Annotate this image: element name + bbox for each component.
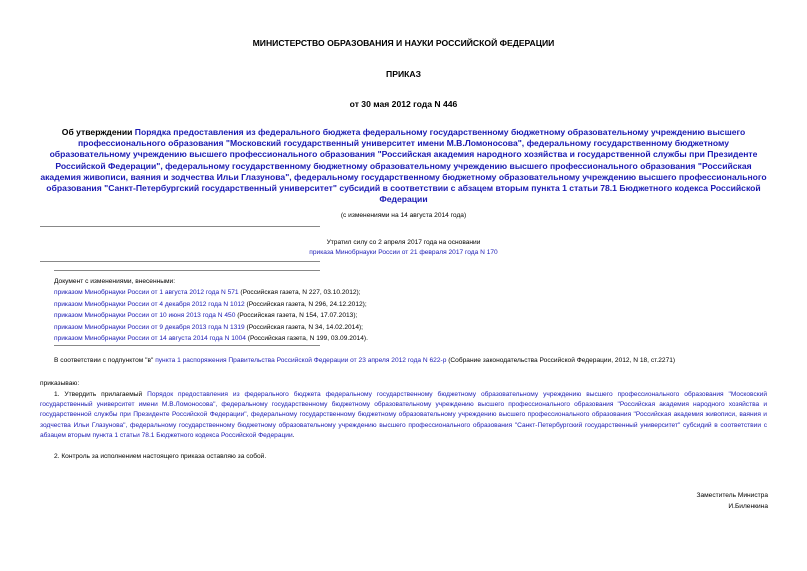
amendments-list — [54, 276, 474, 344]
document-type: ПРИКАЗ — [386, 69, 421, 79]
amendment-link[interactable]: приказом Минобрнауки России от 4 декабря 2012 года N 1012 — [54, 300, 245, 308]
basis-link[interactable]: пункта 1 распоряжения Правительства Российской Федерации от 23 апреля 2012 года N 622-р — [155, 357, 447, 364]
amendment-note: (с изменениями на 14 августа 2014 года) — [340, 212, 467, 219]
procedure-link[interactable]: Порядок предоставления из федерального бюджета федеральному государственному бюджетному образовательному учреждению высшего профессионального образования "Московский государственный университет имени М.В.Ломоносова", федеральному государственному бюджетному образовательному учреждению высшего профессионального образования "Российская академия народного хозяйства и государственной службы при Президенте Российской Федерации", федеральному государственному бюджетному образовательному учреждению высшего профессионального образования "Российская академия живописи, ваяния и зодчества Ильи Глазунова", федеральному государственному бюджетному образовательному учреждению высшего профессионального образования "Санкт-Петербургский государственный университет" субсидий в соответствии с абзацем вторым пункта 1 статьи 78.1 Бюджетного кодекса Российской Федерации — [40, 391, 767, 439]
divider — [40, 226, 320, 227]
document-date-number: от 30 мая 2012 года N 446 — [349, 99, 458, 109]
clause-2: 2. Контроль за исполнением настоящего приказа оставляю за собой. — [54, 453, 267, 460]
amendment-link[interactable]: приказом Минобрнауки России от 9 декабря 2013 года N 1319 — [54, 323, 245, 331]
list-item: приказом Минобрнауки России от 10 июня 2013 года N 450 (Российская газета, N 154, 17.07.2013); — [54, 312, 358, 320]
lost-force-text: Утратил силу со 2 апреля 2017 года на основании — [326, 239, 481, 246]
divider — [54, 270, 320, 271]
orders-word: приказываю: — [40, 380, 80, 387]
title-prefix: Об утверждении — [61, 127, 135, 137]
amendment-link[interactable]: приказом Минобрнауки России от 10 июня 2013 года N 450 — [54, 312, 236, 320]
signatory-name: И.Биленкина — [728, 503, 768, 510]
amendment-link[interactable]: приказом Минобрнауки России от 14 августа 2014 года N 1004 — [54, 335, 246, 343]
list-item: приказом Минобрнауки России от 4 декабря 2012 года N 1012 (Российская газета, N 296, 24.12.2012); — [54, 300, 367, 308]
list-item: приказом Минобрнауки России от 1 августа 2012 года N 571 (Российская газета, N 227, 03.10.2012); — [54, 289, 361, 297]
ministry-heading: МИНИСТЕРСТВО ОБРАЗОВАНИЯ И НАУКИ РОССИЙСКОЙ ФЕДЕРАЦИИ — [252, 38, 555, 48]
document-title — [40, 127, 767, 205]
legal-basis-paragraph: В соответствии с подпунктом "в" пункта 1 распоряжения Правительства Российской Федерации от 23 апреля 2012 года N 622-р (Собрание законодательства Российской Федерации, 2012, N 18, ст.2271) — [54, 357, 676, 364]
lost-force-notice — [160, 238, 647, 258]
lost-force-link[interactable]: приказа Минобрнауки России от 21 февраля 2017 года N 170 — [309, 249, 498, 256]
clause-1: 1. Утвердить прилагаемый Порядок предоставления из федерального бюджета федеральному государственному бюджетному образовательному учреждению высшего профессионального образования "Московский государственный университет имени М.В.Ломоносова", федеральному государственному бюджетному образовательному учреждению высшего профессионального образования "Российская академия народного хозяйства и государственной службы при Президенте Российской Федерации", федеральному государственному бюджетному образовательному учреждению высшего профессионального образования "Российская академия живописи, ваяния и зодчества Ильи Глазунова", федеральному государственному бюджетному образовательному учреждению высшего профессионального образования "Санкт-Петербургский государственный университет" субсидий в соответствии с абзацем вторым пункта 1 статьи 78.1 Бюджетного кодекса Российской Федерации. — [40, 391, 767, 439]
signatory-position: Заместитель Министра — [696, 492, 768, 499]
amendment-link[interactable]: приказом Минобрнауки России от 1 августа 2012 года N 571 — [54, 289, 239, 297]
list-item: приказом Минобрнауки России от 9 декабря 2013 года N 1319 (Российская газета, N 34, 14.02.2014); — [54, 323, 364, 331]
list-item: приказом Минобрнауки России от 14 августа 2014 года N 1004 (Российская газета, N 199, 03.09.2014). — [54, 335, 368, 343]
divider — [40, 261, 320, 262]
title-procedure-link[interactable]: Порядка предоставления из федерального бюджета федеральному государственному бюджетному образовательному учреждению высшего профессионального образования "Московский государственный университет имени М.В.Ломоносова", федеральному государственному бюджетному образовательному учреждению высшего профессионального образования "Российская академия народного хозяйства и государственной службы при Президенте Российской Федерации", федеральному государственному бюджетному образовательному учреждению высшего профессионального образования "Российская академия живописи, ваяния и зодчества Ильи Глазунова", федеральному государственному бюджетному образовательному учреждению высшего профессионального образования "Санкт-Петербургский государственный университет" субсидий в соответствии с абзацем вторым пункта 1 статьи 78.1 Бюджетного кодекса Российской Федерации — [40, 127, 767, 205]
divider — [54, 345, 320, 346]
amendments-heading: Документ с изменениями, внесенными: — [54, 278, 176, 285]
